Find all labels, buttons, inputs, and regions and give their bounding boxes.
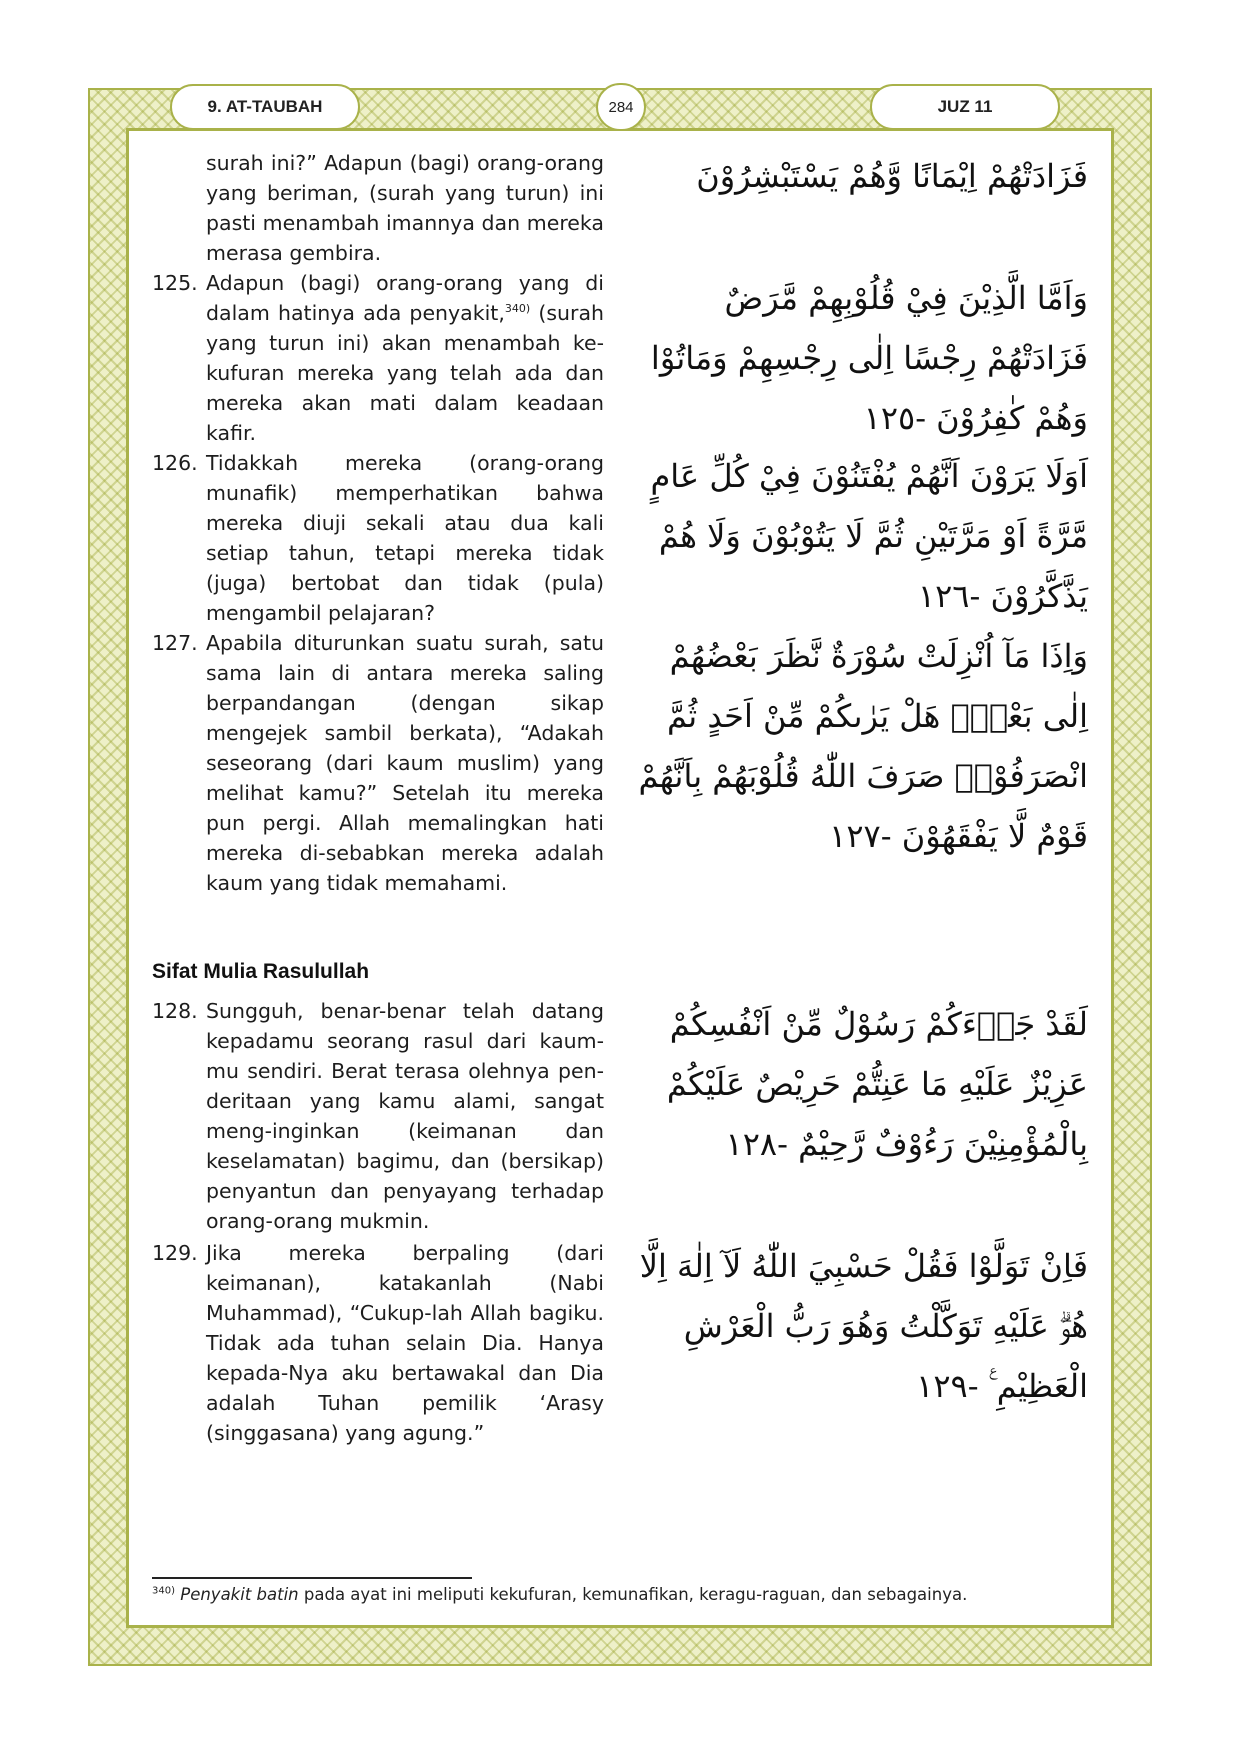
footnote-divider bbox=[152, 1577, 472, 1579]
translation-text: Tidakkah mereka (orang-orang munafik) memperhatikan bahwa mereka diuji sekali atau dua kali setiap tahun, tetapi mereka tidak (juga) bertobat dan tidak (pula) mengambil pelajaran? bbox=[206, 451, 604, 625]
translation bbox=[152, 996, 604, 1236]
arabic-text: اَوَلَا يَرَوْنَ اَنَّهُمْ يُفْتَنُوْنَ فِيْ كُلِّ عَامٍ مَّرَّةً اَوْ مَرَّتَيْنِ ثُمَّ لَا يَتُوْبُوْنَ وَلَا هُمْ يَذَّكَّرُوْنَ -١٢٦ bbox=[650, 457, 1088, 615]
translation-text: Apabila diturunkan suatu surah, satu sama lain di antara mereka saling berpandangan (dengan sikap mengejek sambil berkata), “Adakah seseorang (dari kaum muslim) yang melihat kamu?” Setelah itu mereka pun pergi. Allah memalingkan hati mereka di-sebabkan mereka adalah kaum yang tidak memahami. bbox=[206, 631, 604, 895]
translation bbox=[152, 448, 604, 628]
footnote bbox=[152, 1585, 1052, 1604]
verse-number: 125. bbox=[152, 271, 198, 295]
page-number: 284 bbox=[596, 83, 646, 131]
section-heading: Sifat Mulia Rasulullah bbox=[152, 960, 370, 983]
verse-number: 127. bbox=[152, 631, 198, 655]
arabic-text: فَزَادَتْهُمْ اِيْمَانًا وَّهُمْ يَسْتَبْشِرُوْنَ bbox=[696, 157, 1088, 195]
surah-name-header: 9. AT-TAUBAH bbox=[170, 84, 360, 130]
translation-text: Sungguh, benar-benar telah datang kepadamu seorang rasul dari kaum-mu sendiri. Berat terasa olehnya pen-deritaan yang kamu alami, sangat meng-inginkan (keimanan dan keselamatan) bagimu, dan (bersikap) penyantun dan penyayang terhadap orang-orang mukmin. bbox=[206, 999, 604, 1233]
verse-number: 129. bbox=[152, 1241, 198, 1265]
translation bbox=[152, 148, 604, 268]
arabic-text: وَاَمَّا الَّذِيْنَ فِيْ قُلُوْبِهِمْ مَّرَضٌ فَزَادَتْهُمْ رِجْسًا اِلٰى رِجْسِهِمْ وَمَاتُوْا وَهُمْ كٰفِرُوْنَ -١٢٥ bbox=[650, 279, 1088, 437]
translation-text: Adapun (bagi) orang-orang yang di dalam hatinya ada penyakit,$^{340)}$ (surah yang turun ini) akan menambah ke-kufuran mereka yang telah ada dan mereka akan mati dalam keadaan kafir. bbox=[206, 271, 604, 445]
footnote-term: Penyakit batin bbox=[180, 1585, 299, 1604]
arabic-text: فَاِنْ تَوَلَّوْا فَقُلْ حَسْبِيَ اللّٰهُ لَآ اِلٰهَ اِلَّا هُوَۗ عَلَيْهِ تَوَكَّلْتُ وَهُوَ رَبُّ الْعَرْشِ الْعَظِيْمِ ࣖ -١٢٩ bbox=[639, 1247, 1088, 1405]
translation-text: surah ini?” Adapun (bagi) orang-orang yang beriman, (surah yang turun) ini pasti menambah imannya dan mereka merasa gembira. bbox=[206, 151, 604, 265]
arabic-text: لَقَدْ جَاۤءَكُمْ رَسُوْلٌ مِّنْ اَنْفُسِكُمْ عَزِيْزٌ عَلَيْهِ مَا عَنِتُّمْ حَرِيْصٌ عَلَيْكُمْ بِالْمُؤْمِنِيْنَ رَءُوْفٌ رَّحِيْمٌ -١٢٨ bbox=[666, 1005, 1088, 1163]
verse-number: 128. bbox=[152, 999, 198, 1023]
translation-text: Jika mereka berpaling (dari keimanan), katakanlah (Nabi Muhammad), “Cukup-lah Allah bagiku. Tidak ada tuhan selain Dia. Hanya kepada-Nya aku bertawakal dan Dia adalah Tuhan pemilik ‘Arasy (singgasana) yang agung.” bbox=[206, 1241, 604, 1445]
translation bbox=[152, 268, 604, 448]
juz-number-header: JUZ 11 bbox=[870, 84, 1060, 130]
footnote-ref[interactable]: 340) bbox=[504, 302, 531, 316]
arabic-text: وَاِذَا مَآ اُنْزِلَتْ سُوْرَةٌ نَّظَرَ بَعْضُهُمْ اِلٰى بَعْضٍۗ هَلْ يَرٰىكُمْ مِّنْ اَحَدٍ ثُمَّ انْصَرَفُوْاۗ صَرَفَ اللّٰهُ قُلُوْبَهُمْ بِاَنَّهُمْ قَوْمٌ لَّا يَفْقَهُوْنَ -١٢٧ bbox=[638, 637, 1088, 855]
footnote-text: pada ayat ini meliputi kekufuran, kemunafikan, keragu-raguan, dan sebagainya. bbox=[298, 1585, 968, 1604]
translation bbox=[152, 1238, 604, 1448]
footnote-marker: 340) bbox=[152, 1585, 175, 1597]
verse-number: 126. bbox=[152, 451, 198, 475]
translation bbox=[152, 628, 604, 898]
